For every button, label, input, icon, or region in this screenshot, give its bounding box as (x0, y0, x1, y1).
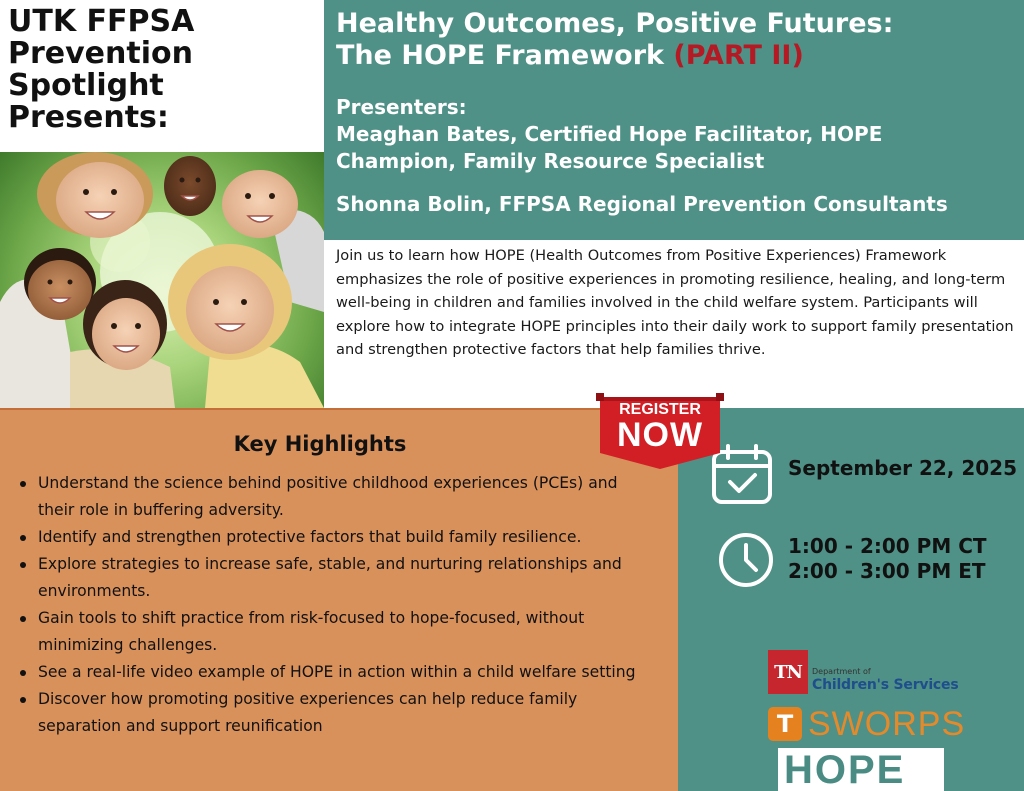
hope-logo (778, 748, 944, 791)
list-item: Explore strategies to increase safe, stable, and nurturing relationships and environments. (16, 551, 656, 605)
event-title-line1: Healthy Outcomes, Positive Futures: (336, 8, 894, 39)
sworps-wordmark: SWORPS (808, 705, 966, 743)
children-photo (0, 152, 324, 408)
presenter1-line1: Meaghan Bates, Certified Hope Facilitator, HOPE (336, 122, 883, 146)
event-date: September 22, 2025 (788, 456, 1018, 480)
list-item: Understand the science behind positive childhood experiences (PCEs) and their role in buffering adversity. (16, 470, 656, 524)
spotlight-line: UTK FFPSA (8, 4, 195, 39)
register-label: REGISTER (619, 401, 701, 418)
sworps-logo (768, 704, 978, 744)
presenter2: Shonna Bolin, FFPSA Regional Prevention Consultants (336, 192, 948, 216)
dcs-department: Department of (812, 667, 871, 676)
children-photo-illustration (0, 152, 324, 408)
list-item: Gain tools to shift practice from risk-focused to hope-focused, without minimizing challenges. (16, 605, 656, 659)
dcs-logo (768, 650, 968, 700)
spotlight-line: Prevention (8, 36, 193, 71)
clock-icon (718, 532, 774, 592)
title-block (324, 0, 1024, 240)
event-title (336, 8, 1012, 72)
hope-wordmark: HOPE (784, 748, 906, 791)
event-info-panel (678, 408, 1024, 791)
event-title-framework: The HOPE Framework (336, 40, 674, 71)
register-now-label: NOW (616, 416, 704, 454)
event-time-ct: 1:00 - 2:00 PM CT (788, 534, 987, 558)
key-highlights-list (16, 470, 656, 740)
event-title-part: (PART II) (673, 40, 804, 71)
spotlight-line: Spotlight (8, 68, 164, 103)
register-now-button[interactable] (596, 391, 724, 473)
event-time (788, 534, 987, 584)
event-description: Join us to learn how HOPE (Health Outcomes from Positive Experiences) Framework emphasizes the role of positive experiences in promoting resilience, healing, and long-term well-being in children and families involved in the child welfare system. Participants will explore how to integrate HOPE principles into their daily work to support family presentation and strengthen protective factors that help families thrive. (336, 247, 1014, 358)
ut-logo-mark: T (768, 707, 802, 741)
presenters (336, 94, 1012, 175)
key-highlights-heading: Key Highlights (233, 432, 407, 456)
dcs-name: Children's Services (812, 677, 959, 693)
presenters-label: Presenters: (336, 95, 467, 119)
list-item: See a real-life video example of HOPE in action within a child welfare setting (16, 659, 656, 686)
tn-logo-mark: TN (768, 650, 808, 694)
spotlight-heading (8, 6, 318, 134)
list-item: Identify and strengthen protective factors that build family resilience. (16, 524, 656, 551)
event-time-et: 2:00 - 3:00 PM ET (788, 559, 986, 583)
list-item: Discover how promoting positive experiences can help reduce family separation and support reunification (16, 686, 656, 740)
presenter1-line2: Champion, Family Resource Specialist (336, 149, 765, 173)
event-title-line2 (336, 40, 1012, 72)
spotlight-line: Presents: (8, 100, 169, 135)
key-highlights-panel (0, 408, 678, 791)
